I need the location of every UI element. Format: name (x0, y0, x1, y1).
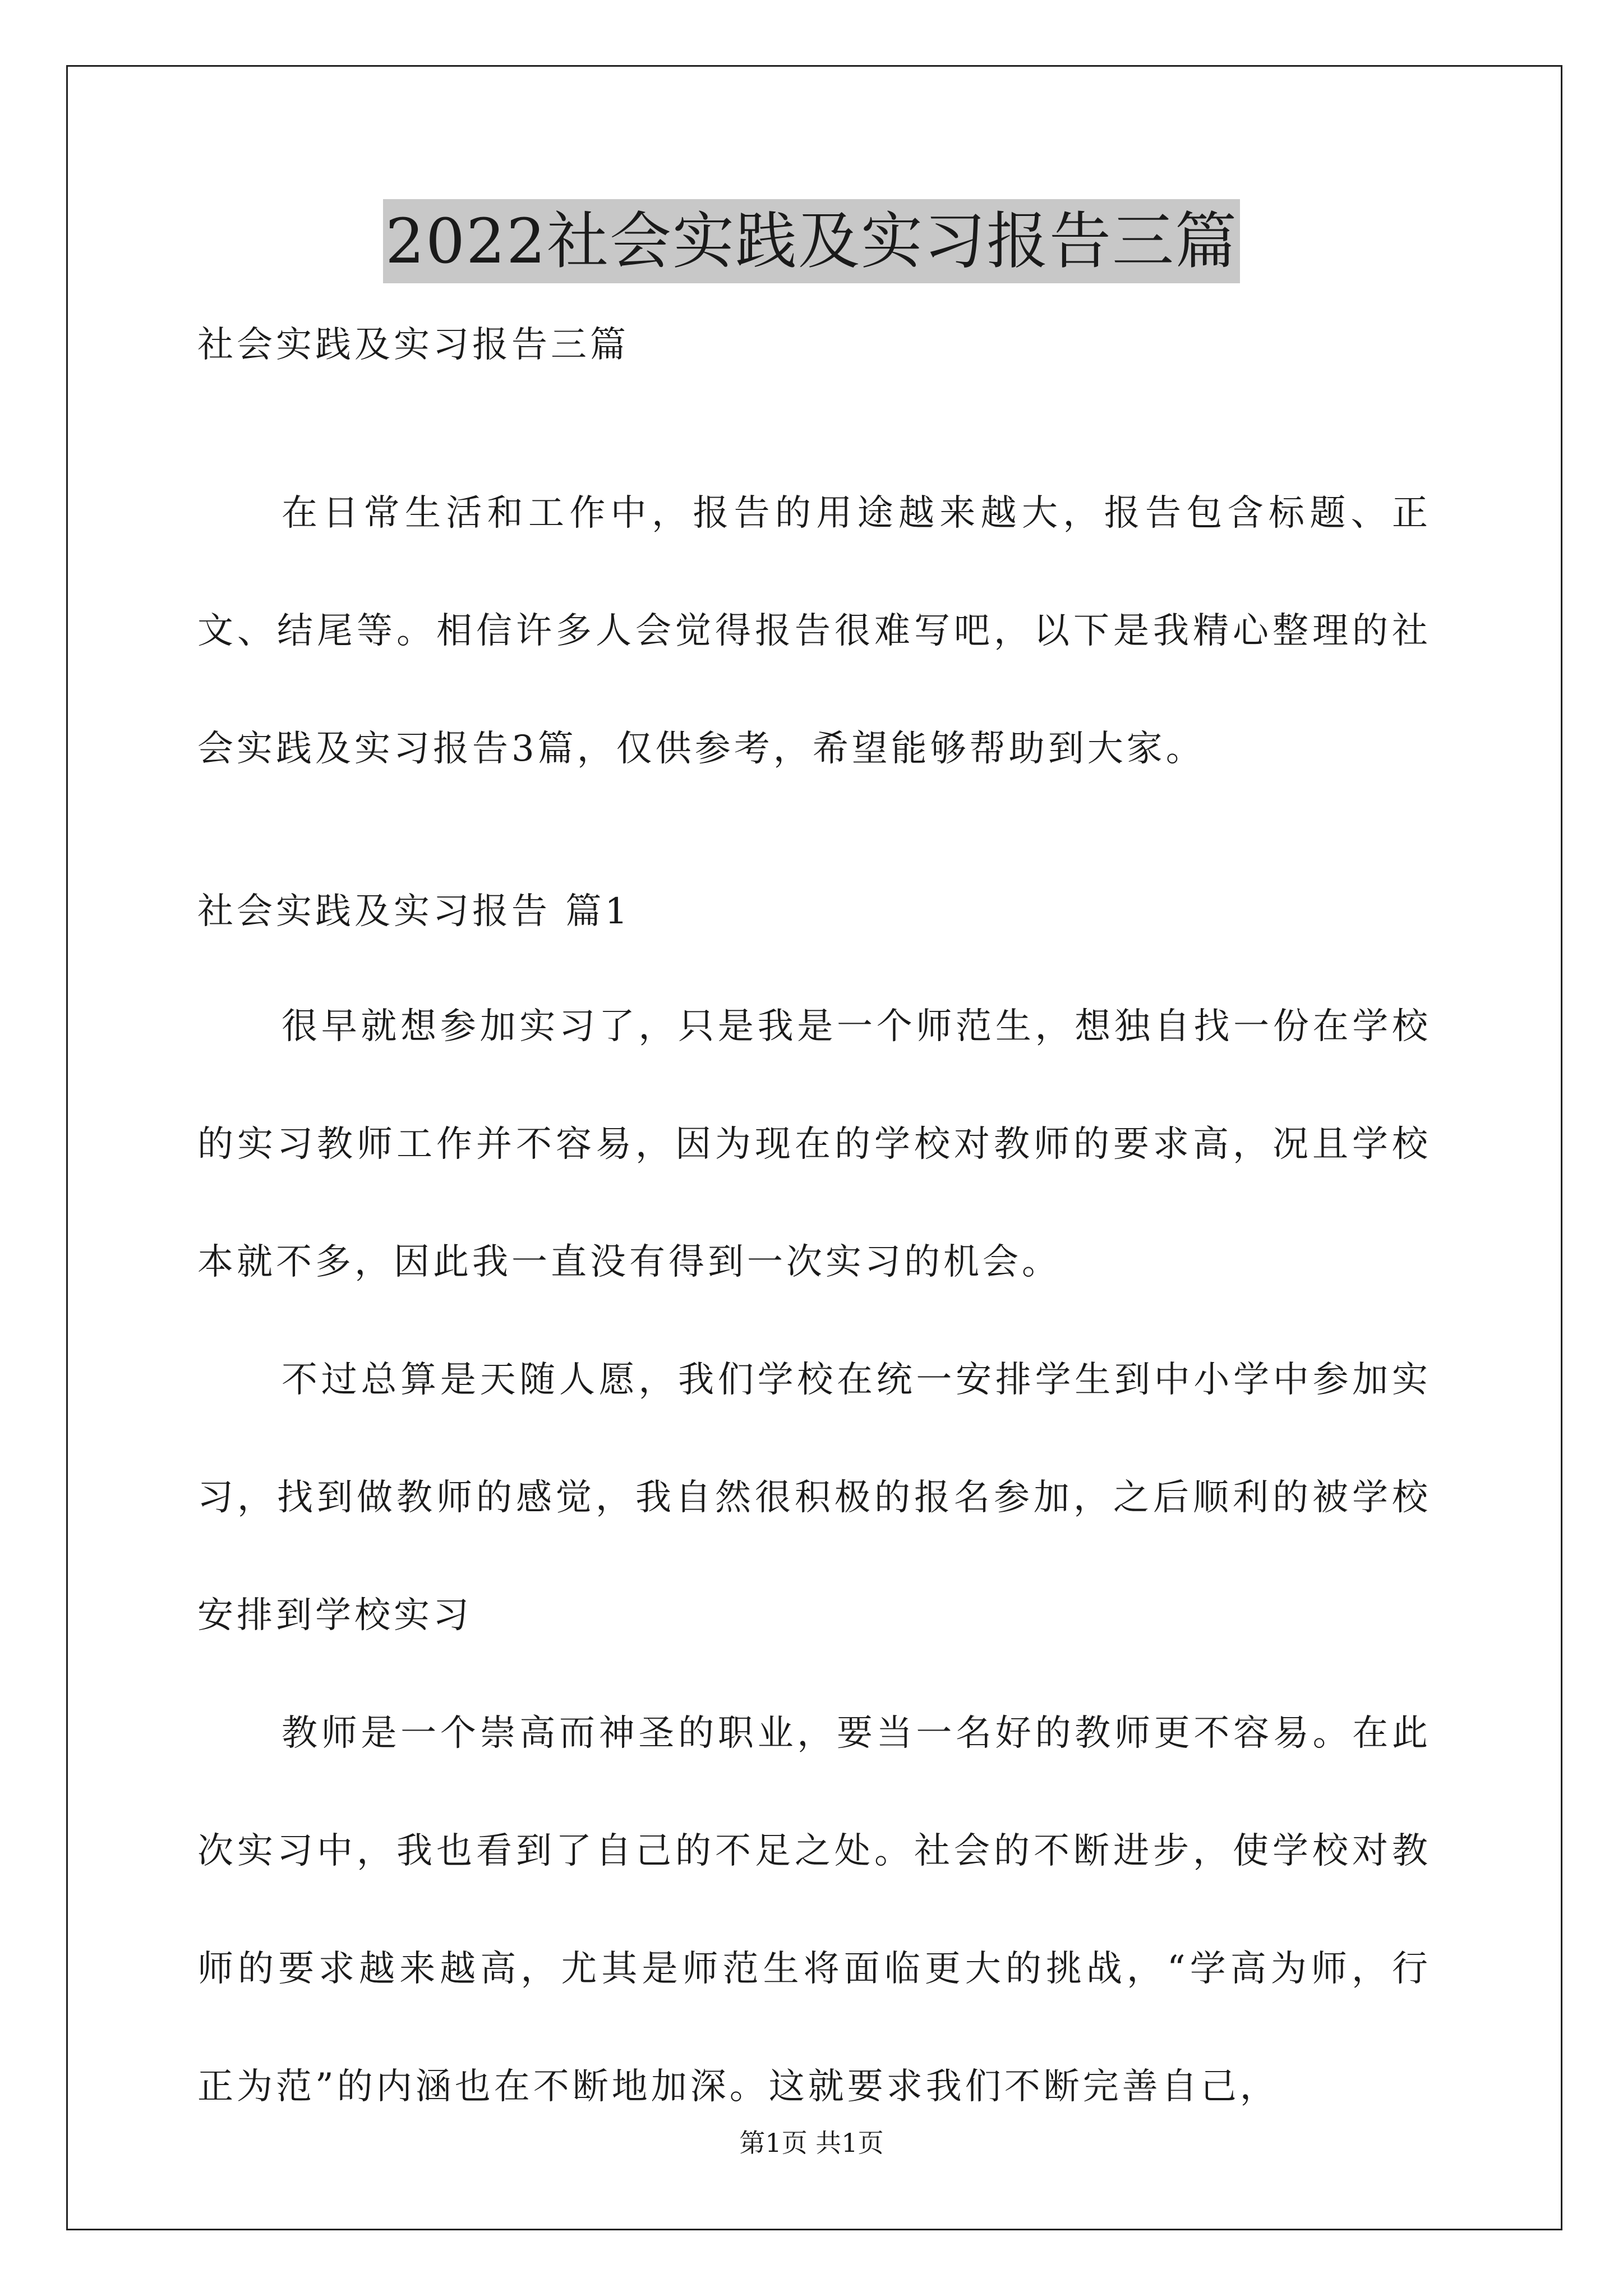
page-footer: 第1页 共1页 (739, 2128, 884, 2158)
section-heading: 社会实践及实习报告 篇1 (197, 891, 631, 932)
body-paragraph: 教师是一个崇高而神圣的职业，要当一名好的教师更不容易。在此次实习中，我也看到了自己的不足之处。社会的不断进步，使学校对教师的要求越来越高，尤其是师范生将面临更大的挑战，“学高为师，行正为范”的内涵也在不断地加深。这就要求我们不断完善自己， (197, 1713, 1431, 2108)
title-container (0, 199, 1623, 283)
document-title: 2022社会实践及实习报告三篇 (383, 199, 1240, 283)
document-subtitle: 社会实践及实习报告三篇 (197, 324, 629, 366)
body-paragraph: 不过总算是天随人愿，我们学校在统一安排学生到中小学中参加实习，找到做教师的感觉，我自然很积极的报名参加，之后顺利的被学校安排到学校实习 (197, 1359, 1431, 1636)
body-paragraph: 很早就想参加实习了，只是我是一个师范生，想独自找一份在学校的实习教师工作并不容易，因为现在的学校对教师的要求高，况且学校本就不多，因此我一直没有得到一次实习的机会。 (197, 1006, 1431, 1283)
intro-section (197, 454, 1431, 808)
section-body (197, 968, 1431, 2146)
intro-paragraph: 在日常生活和工作中，报告的用途越来越大，报告包含标题、正文、结尾等。相信许多人会觉得报告很难写吧，以下是我精心整理的社会实践及实习报告3篇，仅供参考，希望能够帮助到大家。 (197, 493, 1431, 770)
